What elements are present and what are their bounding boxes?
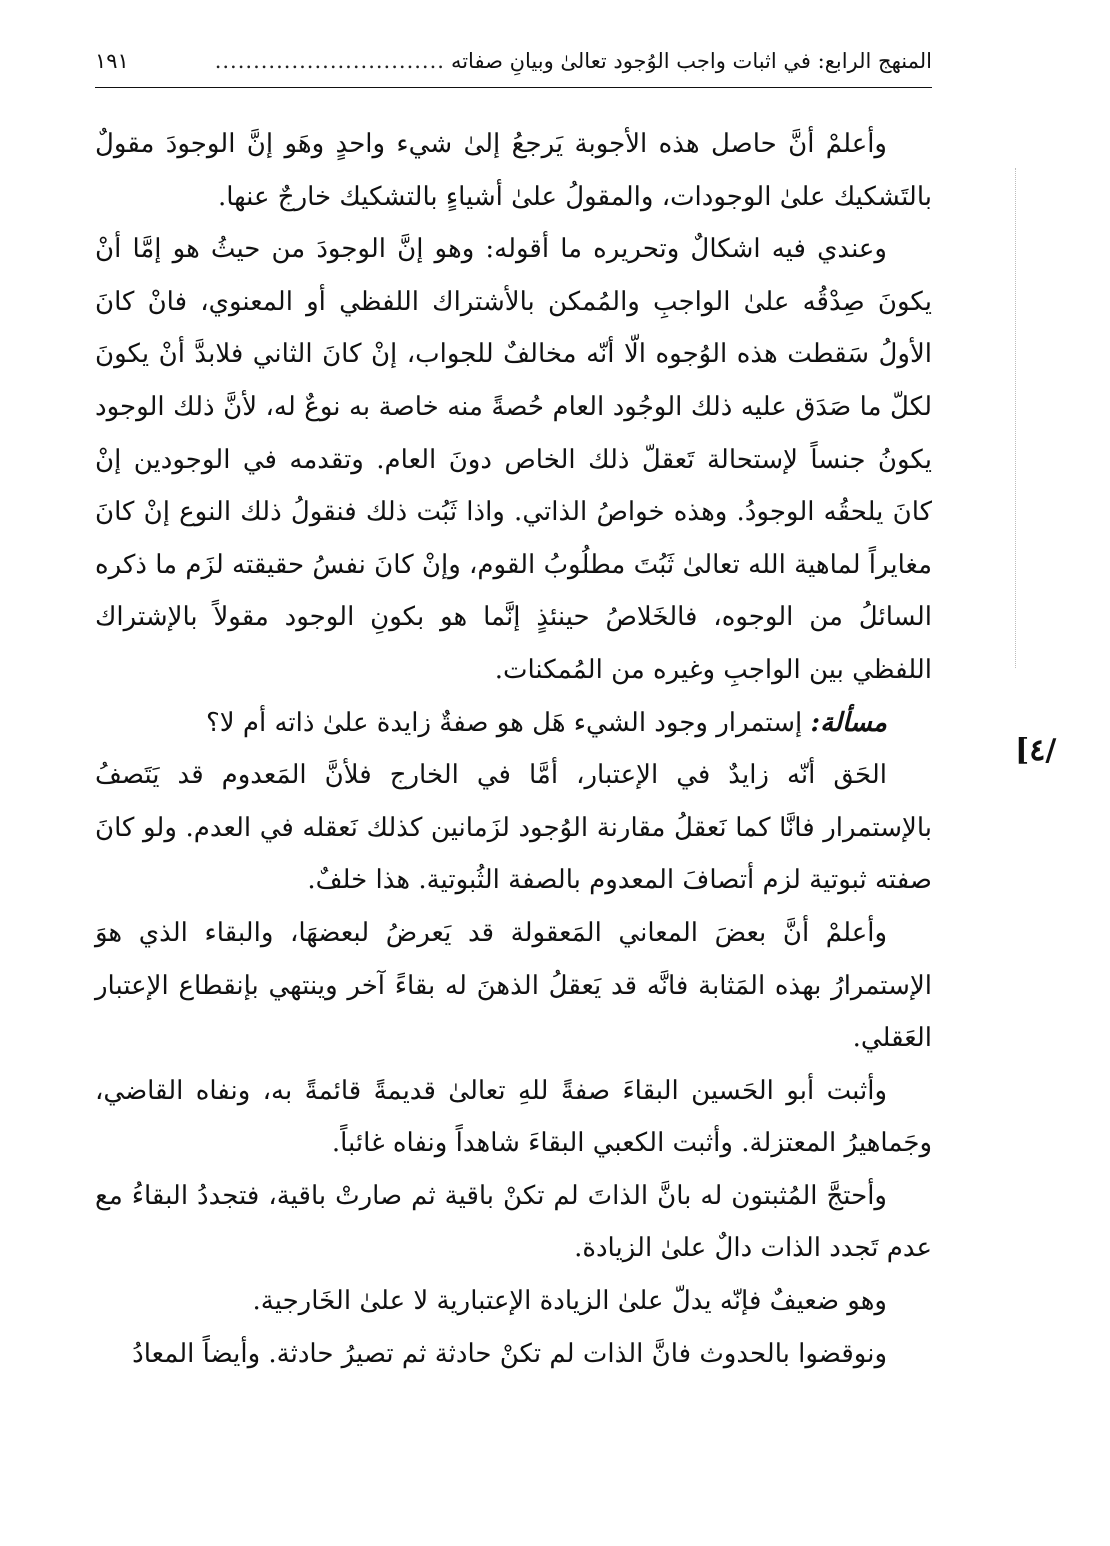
paragraph: وأعلمْ أنَّ بعضَ المعاني المَعقولة قد يَعرضُ لبعضهَا، والبقاء الذي هوَ الإستمرارُ بهذه المَثابة فانَّه قد يَعقلُ الذهنَ له بقاءً آخر وينتهي بإنقطاع الإعتبار العَقلي. — [95, 917, 932, 1054]
paragraph: وأثبت أبو الحَسين البقاءَ صفةً للهِ تعالىٰ قديمةً قائمةً به، ونفاه القاضي، وجَماهيرُ المعتزلة. وأثبت الكعبي البقاءَ شاهداً ونفاه غائباً. — [95, 1075, 932, 1159]
paragraph: ونوقضوا بالحدوث فانَّ الذات لم تكنْ حادثة ثم تصيرُ حادثة. وأيضاً المعادُ — [132, 1338, 887, 1369]
header-title: المنهج الرابع: في اثبات واجب الوُجود تعالىٰ وبيانِ صفاته — [450, 49, 932, 73]
paragraph: وعندي فيه اشكالٌ وتحريره ما أقوله: وهو إنَّ الوجودَ من حيثُ هو إمَّا أنْ يكونَ صِدْقُه علىٰ الواجبِ والمُمكن بالأشتراك اللفظي أو المعنوي، فانْ كانَ الأولُ سَقطت هذه الوُجوه الّا أنّه مخالفٌ للجواب، إنْ كانَ الثاني فلابدَّ أنْ يكونَ لكلّ ما صَدَق عليه ذلك الوجُود العام حُصةً منه خاصة به نوعٌ له، لأنَّ ذلك الوجود يكونُ جنساً لإستحالة تَعقلّ ذلك الخاص دونَ العام. وتقدمه في الوجودين إنْ كانَ يلحقُه الوجودُ. وهذه خواصُ الذاتي. واذا ثَبُت ذلك فنقولُ ذلك النوع إنْ كانَ مغايراً لماهية الله تعالىٰ ثَبُتَ مطلُوبُ القوم، وإنْ كانَ نفسُ حقيقته لزَم ما ذكره السائلُ من الوجوه، فالخَلاصُ حينئذٍ إنَّما هو بكونِ الوجود مقولاً بالإشتراك اللفظي بين الواجبِ وغيره من المُمكنات. — [95, 234, 933, 685]
paragraph: وأحتجَّ المُثبتون له بانَّ الذاتَ لم تكنْ باقية ثم صارتْ باقية، فتجددُ البقاءُ مع عدم تَجدد الذات دالٌ علىٰ الزيادة. — [95, 1180, 932, 1264]
masala-term: مسألة: — [810, 707, 887, 738]
page-number: ١٩١ — [95, 49, 129, 73]
masala-text: إستمرار وجود الشيء هَل هو صفةٌ زايدة علىٰ ذاته أم لا؟ — [205, 707, 811, 738]
paragraph: وأعلمْ أنَّ حاصل هذه الأجوبة يَرجعُ إلىٰ شيء واحدٍ وهَو إنَّ الوجودَ مقولٌ بالتَشكيك علىٰ الوجودات، والمقولُ علىٰ أشياءٍ بالتشكيك خارجٌ عنها. — [95, 129, 932, 212]
body-text — [95, 118, 932, 1380]
paragraph: الحَق أنّه زايدٌ في الإعتبار، أمَّا في الخارج فلأنَّ المَعدوم قد يَتَصفُ بالإستمرار فانَّا كما نَعقلُ مقارنة الوُجود لزَمانين كذلك نَعقله في العدم. ولو كانَ صفته ثبوتية لزم أتصافَ المعدوم بالصفة الثُبوتية. هذا خلفٌ. — [95, 760, 932, 896]
margin-folio-marker: [٤/ — [1015, 733, 1057, 768]
masala-paragraph — [95, 697, 932, 750]
running-header — [95, 36, 932, 86]
margin-edge-line — [1015, 168, 1017, 668]
header-rule — [95, 87, 932, 88]
paragraph: وهو ضعيفٌ فإنّه يدلّ علىٰ الزيادة الإعتبارية لا علىٰ الخَارجية. — [252, 1286, 887, 1317]
header-leader-dots: .............................. — [214, 49, 445, 73]
